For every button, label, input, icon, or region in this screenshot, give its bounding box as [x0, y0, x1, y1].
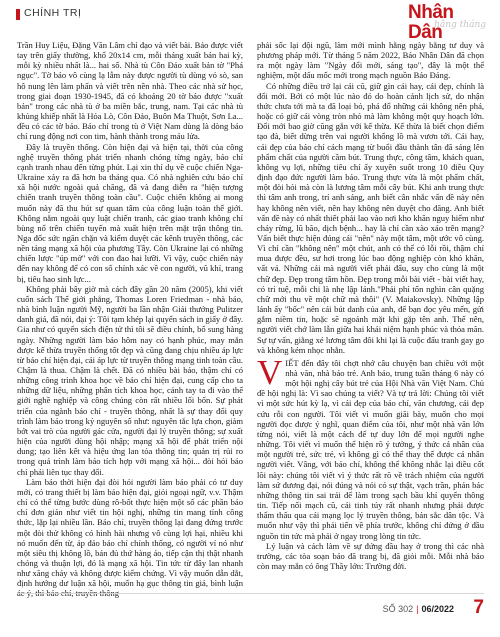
left-column — [17, 40, 243, 599]
footer-divider — [17, 593, 484, 594]
page-header — [0, 0, 500, 43]
paragraph: Lý luận và cách làm về sự đứng đầu hay ở trong thì các nhà trường, các tòa soạn báo đã trang bị, đã giỏi mỗi. Mỗi nhà báo còn may mắn có ông Thầy lớn: Trường đời. — [257, 540, 484, 571]
paragraph: Trần Huy Liệu, Đặng Văn Lâm chỉ đạo và viết bài. Báo được viết tay trên giấy thường, khổ 20x14 cm, mỗi tháng xuất bản hai kỳ, mỗi kỳ nhiều nhất là... hai số. Nhà tù Côn Đảo xuất bản tờ "Phá ngục". Tờ báo vô cùng lạ lẫm này được người tù dùng vỏ sò, san hô nung lên làm phấn và viết trên nền nhà. Theo các nhà sử học, trong giai đoạn 1930-1945, đã có khoảng 20 tờ báo được "xuất bản" trong các nhà tù ở ba miền bắc, trung, nam. Tại các nhà tù khủng khiếp nhất là Hỏa Lò, Côn Đảo, Buôn Ma Thuột, Sơn La... đều có các tờ báo. Báo chí trong tù ở Việt Nam dùng là dòng báo chí rung động nơi con tim, hành thành trong máu lửa. — [17, 40, 243, 142]
issue-number: SỐ 302 — [382, 604, 414, 614]
issue-date: 06/2022 — [421, 604, 454, 614]
issue-info — [383, 604, 454, 614]
dropcap-paragraph — [257, 352, 484, 541]
paragraph-text: IẾT đến đây tôi chợt nhớ câu chuyện ban chiều với một nhà văn, nhà báo trẻ. Anh bảo, trung tuần tháng 6 này có một hội nghị cây bút trẻ của Hội Nhà văn Việt Nam. Chủ đề hội nghị là: Vì sao chúng ta viết? Và tự trả lời: Chúng tôi viết vì một sức hút kỳ lạ, vì cái đẹp của báo chí, văn chương, cái đẹp cứu rỗi con người. Tôi viết vì muốn giãi bày, muốn cho mọi người đọc được ý nghĩ, quan điểm của tôi, như một nhà văn lớn từng nói, viết là một cách để tự duy lớn để mọi người nghe những. Tôi viết vì muốn thể hiện rõ ý tưởng, ý thức cá nhân của một người trẻ, sức trẻ, vì không gì có thể thay thế được cá nhân người viết. Vâng, với báo chí, không thể không nhắc lại điều cốt lõi này: chúng tôi viết vì ý thức rất rõ về trách nhiệm của người làm sứ đương đại, nói đúng và nói có sự thật, vạch trần, phản bác những thông tin sai trái để làm trong sạch bầu khí quyển thông tin. Tiếp nối mạch cũ, cái tinh túy rất nhanh nhưng phải được thẩm thấu qua cái mạng lọc lý truyền thông, bản sắc dân tộc. Và muốn như vậy thì phải tiến về phía trước, không chỉ đứng ở đầu nguồn tin tức mà phải ở ngay trong lòng tin tức. — [257, 357, 484, 541]
right-column — [257, 40, 484, 571]
logo-main-text: Nhân Dân — [408, 2, 454, 43]
section-marker — [16, 9, 20, 20]
paragraph: Không phải bây giờ mà cách đây gần 20 năm (2005), khi viết cuốn sách Thế giới phẳng, Thomas Loren Friedman - nhà báo, nhà bình luận người Mỹ, người ba lần nhận Giải thưởng Pulitzer danh giá, đã nói, đại ý: Tôi tạm khép lại quyển sách in giấy ở đây. Gia như có quyển sách điện tử thì tôi sẽ điều chỉnh, bổ sung hàng ngày. Những người làm báo hôm nay có hạnh phúc, may mắn được kế thừa truyền thống tốt đẹp và cũng đang chịu nhiều áp lực từ báo chí hiện đại, cái áp lực từ truyền thông mạng tinh toàn cầu. Chậm là thua. Chậm là chết. Đã có nhiều bài báo, thậm chí có những công trình khoa học về báo chí hiện đại, cung cấp cho ta những dữ liệu, những phân tích khoa học, cảnh tay ta đi vào thế giới nghề nghiệp và công chúng còn rất nhiều lối bốn. Sự phát triển của ngành báo chí - truyền thông, nhất là sự thay đổi quy trình làm báo trong kỷ nguyên số như: nguyên tắc lựa chọn, giảm bớt vai trò của người gác cửa, người đại lý truyền thông; sự xuất hiện của người dùng hội nhập; mạng xã hội để phát triển nội dung; tạo liên kết và hiệu ứng lan tỏa thông tin; quản trị rủi ro trong quá trình làm báo tích hợp với mạng xã hội... đòi hỏi báo chí phải liên tục thay đổi. — [17, 283, 243, 477]
issue-separator: | — [416, 604, 419, 614]
paragraph: Làm báo thời hiện đại đòi hỏi người làm báo phải có tư duy mới, có trang thiết bị làm báo hiện đại, giỏi ngoại ngữ, v.v. Thậm chí có thể từng bước dùng rô-bốt thực hiện một số các phần báo chí đơn giản như viết tin hội nghị, những tin mang tính công thức, lặp lại nhiều lần. Báo chí, truyền thông lại đang đứng trước một đòi thử không có hình hài nhưng vô cùng lợi hại, nhiều khi nó muốn đến từ, áp đảo báo chí chính thống, có người ví nó như một siêu thị không lồ, bán đủ thứ hàng áo, tiếp cận thị thật nhanh chóng và thuận lợi, đó là mạng xã hội. Tin tức từ đây lan nhanh như xăng cháy và không được kiểm chứng. Vì vậy muốn dẫn dắt, định hướng dư luận xã hội, muốn hạ gục thông tin giả, bình luận — [17, 476, 243, 589]
page-number: 7 — [473, 597, 484, 618]
drop-cap: V — [257, 352, 283, 392]
paragraph: phải sốc lại đội ngũ, làm mới mình hằng ngày bằng tư duy và phương pháp mới. Từ tháng 5 năm 2022, Báo Nhân Dân đã chọn ra một ngày làm "Ngày đổi mới, sáng tạo", đây là một thể nghiệm, một dấu mốc mới trong mạch nguồn Báo Đảng. — [257, 40, 484, 81]
paragraph: Đây là truyền thống. Còn hiện đại và hiện tại, thời của công nghệ truyền thông phát triển nhanh chóng từng ngày, báo chí cạnh tranh nhau đến từng phút. Lại xin thí dụ về cuộc chiến Nga-Ukraine xảy ra đã hơn ba tháng qua. Có nhà nghiên cứu báo chí xã hội nước ngoài quả chăng, đã và đang diễn ra "hiện tượng chiến tranh truyền thông toàn cầu". Cuộc chiến không ai mong muốn này đã thu hút sự quan tâm của công luận toàn thế giới. Không nằm ngoài quy luật chiến tranh, các giao tranh không chỉ bùng nổ trên chiến tuyến mà xuất hiện trên mặt trận thông tin. Nga đốc sức ngăn chặn và kiểm duyệt các kênh truyền thông, các nền tảng mạng xã hội của phương Tây. Còn Ukraine lại có những chiến lược "úp mở" với con đao hai lưỡi. Vì vậy, cuộc chiến này đến nay không để có con số chính xác về con người, vũ khí, trang bị, tiêu hao sinh lực... — [17, 141, 243, 284]
logo-sub-text: hằng tháng — [434, 20, 486, 30]
paragraph: Có những điều trở lại cái cũ, giữ gìn cái hay, cái đẹp, chính là đổi mới. Bởi có một lúc nào đó do hoàn cảnh lịch sử, do nhận thức chưa tới mà ta đã loại bỏ, phá đổ những cái không nên phá, hoặc có giữ cái vòng tròn nhỏ mà làm không một quy hoạch lớn. Đổi mới bao giờ cũng gắn với kế thừa. Kế thừa là biết chọn điểm tạo đà, biết dừng trên vai người khổng lồ mà vươn tới. Cái hay, cái đẹp của báo chí cách mạng từ buổi đầu thành tân đã sáng lên phẩm chất của người cầm bút. Trung thực, công tâm, khách quan, không vụ lợi, những tiêu chí ấy xuyên suốt trong 10 điều Quy định đạo đức người làm báo. Trung thực vừa là một phẩm chất, một đòi hỏi mà còn là lương tâm mỗi cây bút. Khi anh trung thực thì tâm anh trong, trí anh sáng, anh biết cân nhắc vấn đề này nên hay không nên viết, nên hay không nên duyệt cho đăng. Anh biết vấn đề này có nhất thiết phải lao vào nơi kho khăn nguy hiểm như cháy rừng, lũ bão, dịch bệnh... hay là chỉ cần xào xáo trên mạng? Vấn biết thực hiện đúng cái "nên" này một tâm, một ước vô cùng. Vì chỉ cần "không nên" một chút, anh có thể có lỗi rồi, thậm chí mua được đều, sư hơi trong lúc bao động nghiệp còn khó khăn, vất vả. Những cái mà người viết phải đẩu, suy cho cùng là một chữ đẹp. Đẹp trong tâm hồn. Đẹp trong mỗi bài viết - bài viết hay, có trí tuệ, mỗi chi là nhẹ lập lánh."Phải phí tốn nghìn cân quặng chữ mới thu về một chữ mà thôi" (V. Maiakovsky). Những lập lánh ấy "bốc" nên cái bút danh của anh, để bạn đọc yêu mến, gửi gắm niềm tin, hoặc sẽ ngoảnh mặt khi gặp tên anh. Thế nên, người viết chớ làm lẫn giữa hai khái niệm hạnh phúc và thỏa mãn. Sự tự vấn, giằng xé lương tâm đôi khi lại là cuộc đấu tranh gay go và không kém nhọc nhằn. — [257, 80, 484, 355]
section-label: CHÍNH TRỊ — [24, 7, 82, 19]
publication-logo — [408, 2, 486, 43]
